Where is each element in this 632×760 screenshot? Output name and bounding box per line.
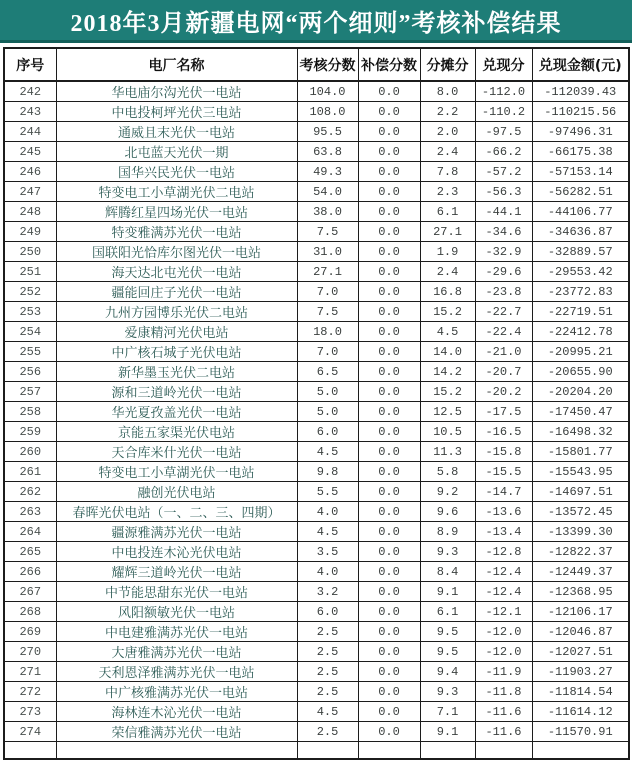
cell-assess-score: 6.5 <box>297 362 358 382</box>
cell-cash-score: -110.2 <box>475 102 532 122</box>
cell-comp-score: 0.0 <box>358 202 420 222</box>
cell-serial: 247 <box>4 182 56 202</box>
cell-cash-amount: -11614.12 <box>532 702 629 722</box>
cell-cash-amount: -12449.37 <box>532 562 629 582</box>
cell-cash-amount: -12368.95 <box>532 582 629 602</box>
page-title: 2018年3月新疆电网“两个细则”考核补偿结果 <box>70 10 562 37</box>
cell-serial: 256 <box>4 362 56 382</box>
cell-comp-score: 0.0 <box>358 562 420 582</box>
cell-serial: 258 <box>4 402 56 422</box>
cell-cash-amount: -97496.31 <box>532 122 629 142</box>
cell-cash-score: -34.6 <box>475 222 532 242</box>
cell-plant-name: 海天达北屯光伏一电站 <box>56 262 297 282</box>
cell-cash-score: -17.5 <box>475 402 532 422</box>
cell-share-score: 27.1 <box>420 222 475 242</box>
table-row <box>4 81 629 102</box>
cell-assess-score: 63.8 <box>297 142 358 162</box>
cell-cash-amount: -32889.57 <box>532 242 629 262</box>
cell-comp-score: 0.0 <box>358 402 420 422</box>
cell-share-score: 2.4 <box>420 142 475 162</box>
cell-assess-score: 9.8 <box>297 462 358 482</box>
cell-cash-amount: -12046.87 <box>532 622 629 642</box>
cell-share-score: 14.0 <box>420 342 475 362</box>
table-row <box>4 262 629 282</box>
cell-assess-score: 6.0 <box>297 602 358 622</box>
cell-serial: 245 <box>4 142 56 162</box>
cell-cash-score: -23.8 <box>475 282 532 302</box>
cell-cash-score: -14.7 <box>475 482 532 502</box>
cell-cash-score: -57.2 <box>475 162 532 182</box>
cell-assess-score: 2.5 <box>297 682 358 702</box>
cell-cash-amount: -23772.83 <box>532 282 629 302</box>
cell-cash-amount: -20655.90 <box>532 362 629 382</box>
cell-assess-score: 4.0 <box>297 562 358 582</box>
cell-assess-score: 4.5 <box>297 442 358 462</box>
cell-serial: 273 <box>4 702 56 722</box>
cell-share-score: 9.1 <box>420 582 475 602</box>
cell-comp-score: 0.0 <box>358 482 420 502</box>
cell-cash-score: -22.4 <box>475 322 532 342</box>
cell-cash-score: -66.2 <box>475 142 532 162</box>
cell-cash-score: -20.7 <box>475 362 532 382</box>
cell-serial: 244 <box>4 122 56 142</box>
cell-share-score: 15.2 <box>420 302 475 322</box>
cell-cash-amount: -112039.43 <box>532 81 629 102</box>
table-row <box>4 622 629 642</box>
cell-cash-amount: -66175.38 <box>532 142 629 162</box>
cell-comp-score: 0.0 <box>358 81 420 102</box>
cell-comp-score: 0.0 <box>358 722 420 742</box>
cell-cash-amount: -20995.21 <box>532 342 629 362</box>
cell-cash-score: -29.6 <box>475 262 532 282</box>
cell-assess-score: 2.5 <box>297 642 358 662</box>
col-header-comp-score: 补偿分数 <box>358 48 420 81</box>
cell-assess-score: 49.3 <box>297 162 358 182</box>
cell-comp-score: 0.0 <box>358 582 420 602</box>
cell-cash-score: -11.9 <box>475 662 532 682</box>
cell-comp-score: 0.0 <box>358 702 420 722</box>
cell-serial: 274 <box>4 722 56 742</box>
cell-cash-amount: -20204.20 <box>532 382 629 402</box>
table-row <box>4 282 629 302</box>
cell-assess-score: 4.5 <box>297 702 358 722</box>
cell-cash-score: -11.6 <box>475 702 532 722</box>
cell-assess-score: 108.0 <box>297 102 358 122</box>
cell-assess-score: 5.0 <box>297 402 358 422</box>
cell-cash-amount: -15801.77 <box>532 442 629 462</box>
cell-comp-score: 0.0 <box>358 642 420 662</box>
cell-cash-score: -11.8 <box>475 682 532 702</box>
cell-cash-amount: -34636.87 <box>532 222 629 242</box>
cell-comp-score: 0.0 <box>358 622 420 642</box>
cell-serial: 251 <box>4 262 56 282</box>
cell-share-score: 14.2 <box>420 362 475 382</box>
table-row <box>4 162 629 182</box>
table-row <box>4 122 629 142</box>
cell-comp-score: 0.0 <box>358 102 420 122</box>
cell-plant-name: 中电建雅满苏光伏一电站 <box>56 622 297 642</box>
table-row <box>4 442 629 462</box>
cell-cash-score: -44.1 <box>475 202 532 222</box>
cell-comp-score: 0.0 <box>358 662 420 682</box>
cell-cash-score: -15.5 <box>475 462 532 482</box>
cell-cash-amount: -57153.14 <box>532 162 629 182</box>
cell-plant-name: 中广核石城子光伏电站 <box>56 342 297 362</box>
cell-cash-score: -112.0 <box>475 81 532 102</box>
cell-share-score: 7.1 <box>420 702 475 722</box>
cell-share-score: 10.5 <box>420 422 475 442</box>
cell-plant-name: 爱康精河光伏电站 <box>56 322 297 342</box>
table-row <box>4 242 629 262</box>
cell-plant-name: 天合库米什光伏一电站 <box>56 442 297 462</box>
table-row <box>4 542 629 562</box>
cell-share-score: 9.6 <box>420 502 475 522</box>
cell-serial: 261 <box>4 462 56 482</box>
cell-share-score: 6.1 <box>420 202 475 222</box>
table-row <box>4 302 629 322</box>
cell-cash-amount: -15543.95 <box>532 462 629 482</box>
cell-empty <box>475 742 532 760</box>
cell-cash-amount: -12106.17 <box>532 602 629 622</box>
table-row <box>4 342 629 362</box>
cell-cash-amount: -11814.54 <box>532 682 629 702</box>
cell-serial: 271 <box>4 662 56 682</box>
table-row <box>4 722 629 742</box>
table-row <box>4 222 629 242</box>
cell-cash-score: -32.9 <box>475 242 532 262</box>
cell-assess-score: 7.5 <box>297 302 358 322</box>
cell-serial: 268 <box>4 602 56 622</box>
cell-assess-score: 5.5 <box>297 482 358 502</box>
cell-share-score: 7.8 <box>420 162 475 182</box>
cell-cash-score: -13.6 <box>475 502 532 522</box>
cell-comp-score: 0.0 <box>358 242 420 262</box>
cell-share-score: 9.4 <box>420 662 475 682</box>
cell-comp-score: 0.0 <box>358 602 420 622</box>
cell-plant-name: 特变雅满苏光伏一电站 <box>56 222 297 242</box>
cell-share-score: 9.1 <box>420 722 475 742</box>
cell-assess-score: 2.5 <box>297 662 358 682</box>
cell-cash-amount: -11903.27 <box>532 662 629 682</box>
table-row <box>4 362 629 382</box>
cell-empty <box>532 742 629 760</box>
cell-share-score: 9.5 <box>420 642 475 662</box>
table-row <box>4 142 629 162</box>
table-row <box>4 642 629 662</box>
cell-cash-amount: -29553.42 <box>532 262 629 282</box>
cell-assess-score: 6.0 <box>297 422 358 442</box>
table-row <box>4 422 629 442</box>
cell-share-score: 11.3 <box>420 442 475 462</box>
table-row <box>4 562 629 582</box>
cell-cash-score: -12.1 <box>475 602 532 622</box>
cell-share-score: 8.0 <box>420 81 475 102</box>
cell-serial: 254 <box>4 322 56 342</box>
cell-cash-amount: -12027.51 <box>532 642 629 662</box>
cell-share-score: 2.3 <box>420 182 475 202</box>
cell-plant-name: 海林连木沁光伏一电站 <box>56 702 297 722</box>
cell-plant-name: 通威且末光伏一电站 <box>56 122 297 142</box>
cell-assess-score: 2.5 <box>297 622 358 642</box>
col-header-cash-score: 兑现分 <box>475 48 532 81</box>
cell-serial: 263 <box>4 502 56 522</box>
assessment-table <box>3 47 630 760</box>
cell-cash-amount: -44106.77 <box>532 202 629 222</box>
cell-plant-name: 特变电工小草湖光伏二电站 <box>56 182 297 202</box>
cell-plant-name: 耀辉三道岭光伏一电站 <box>56 562 297 582</box>
cell-cash-amount: -22719.51 <box>532 302 629 322</box>
cell-empty <box>358 742 420 760</box>
table-row-partial <box>4 742 629 760</box>
cell-share-score: 8.9 <box>420 522 475 542</box>
cell-cash-score: -20.2 <box>475 382 532 402</box>
col-header-plant-name: 电厂名称 <box>56 48 297 81</box>
cell-cash-amount: -12822.37 <box>532 542 629 562</box>
table-row <box>4 662 629 682</box>
cell-comp-score: 0.0 <box>358 682 420 702</box>
cell-assess-score: 3.5 <box>297 542 358 562</box>
cell-assess-score: 7.0 <box>297 282 358 302</box>
cell-serial: 264 <box>4 522 56 542</box>
cell-share-score: 6.1 <box>420 602 475 622</box>
table-row <box>4 602 629 622</box>
cell-cash-score: -15.8 <box>475 442 532 462</box>
cell-assess-score: 2.5 <box>297 722 358 742</box>
cell-cash-score: -12.0 <box>475 642 532 662</box>
cell-empty <box>4 742 56 760</box>
cell-share-score: 2.4 <box>420 262 475 282</box>
table-row <box>4 702 629 722</box>
cell-comp-score: 0.0 <box>358 442 420 462</box>
cell-plant-name: 荣信雅满苏光伏一电站 <box>56 722 297 742</box>
table-body <box>4 81 629 759</box>
cell-plant-name: 华电庙尔沟光伏一电站 <box>56 81 297 102</box>
header-row <box>4 48 629 81</box>
cell-comp-score: 0.0 <box>358 182 420 202</box>
col-header-serial: 序号 <box>4 48 56 81</box>
cell-assess-score: 4.5 <box>297 522 358 542</box>
cell-comp-score: 0.0 <box>358 422 420 442</box>
cell-comp-score: 0.0 <box>358 262 420 282</box>
cell-plant-name: 京能五家渠光伏电站 <box>56 422 297 442</box>
cell-share-score: 9.3 <box>420 682 475 702</box>
cell-serial: 253 <box>4 302 56 322</box>
table-row <box>4 102 629 122</box>
cell-comp-score: 0.0 <box>358 382 420 402</box>
cell-share-score: 12.5 <box>420 402 475 422</box>
table-row <box>4 522 629 542</box>
table-row <box>4 682 629 702</box>
table-row <box>4 482 629 502</box>
table-row <box>4 382 629 402</box>
cell-empty <box>56 742 297 760</box>
table-row <box>4 322 629 342</box>
cell-cash-score: -11.6 <box>475 722 532 742</box>
cell-serial: 267 <box>4 582 56 602</box>
cell-serial: 250 <box>4 242 56 262</box>
cell-serial: 243 <box>4 102 56 122</box>
cell-cash-score: -56.3 <box>475 182 532 202</box>
cell-cash-score: -13.4 <box>475 522 532 542</box>
cell-serial: 252 <box>4 282 56 302</box>
cell-cash-amount: -56282.51 <box>532 182 629 202</box>
cell-cash-amount: -14697.51 <box>532 482 629 502</box>
cell-serial: 266 <box>4 562 56 582</box>
col-header-cash-amount: 兑现金额(元) <box>532 48 629 81</box>
table-row <box>4 182 629 202</box>
cell-share-score: 16.8 <box>420 282 475 302</box>
cell-share-score: 9.3 <box>420 542 475 562</box>
cell-serial: 260 <box>4 442 56 462</box>
table-row <box>4 582 629 602</box>
cell-serial: 242 <box>4 81 56 102</box>
cell-assess-score: 7.0 <box>297 342 358 362</box>
cell-assess-score: 4.0 <box>297 502 358 522</box>
cell-cash-score: -22.7 <box>475 302 532 322</box>
cell-share-score: 4.5 <box>420 322 475 342</box>
cell-share-score: 9.5 <box>420 622 475 642</box>
cell-plant-name: 中电投柯坪光伏三电站 <box>56 102 297 122</box>
cell-empty <box>420 742 475 760</box>
cell-plant-name: 北屯蓝天光伏一期 <box>56 142 297 162</box>
cell-plant-name: 辉腾红星四场光伏一电站 <box>56 202 297 222</box>
cell-cash-amount: -11570.91 <box>532 722 629 742</box>
cell-cash-amount: -110215.56 <box>532 102 629 122</box>
cell-plant-name: 疆源雅满苏光伏一电站 <box>56 522 297 542</box>
table-container <box>3 47 630 760</box>
cell-comp-score: 0.0 <box>358 122 420 142</box>
cell-plant-name: 中电投连木沁光伏电站 <box>56 542 297 562</box>
cell-comp-score: 0.0 <box>358 462 420 482</box>
table-row <box>4 202 629 222</box>
cell-cash-score: -12.0 <box>475 622 532 642</box>
cell-share-score: 8.4 <box>420 562 475 582</box>
cell-cash-score: -12.8 <box>475 542 532 562</box>
cell-cash-score: -97.5 <box>475 122 532 142</box>
cell-assess-score: 3.2 <box>297 582 358 602</box>
cell-serial: 249 <box>4 222 56 242</box>
table-header <box>4 48 629 81</box>
cell-serial: 255 <box>4 342 56 362</box>
title-bar <box>0 0 632 43</box>
cell-share-score: 1.9 <box>420 242 475 262</box>
cell-comp-score: 0.0 <box>358 362 420 382</box>
table-row <box>4 402 629 422</box>
cell-plant-name: 中广核雅满苏光伏一电站 <box>56 682 297 702</box>
cell-plant-name: 九州方园博乐光伏二电站 <box>56 302 297 322</box>
cell-comp-score: 0.0 <box>358 222 420 242</box>
cell-assess-score: 7.5 <box>297 222 358 242</box>
cell-cash-score: -16.5 <box>475 422 532 442</box>
cell-assess-score: 18.0 <box>297 322 358 342</box>
cell-serial: 272 <box>4 682 56 702</box>
cell-plant-name: 融创光伏电站 <box>56 482 297 502</box>
cell-share-score: 9.2 <box>420 482 475 502</box>
cell-cash-amount: -17450.47 <box>532 402 629 422</box>
cell-serial: 262 <box>4 482 56 502</box>
cell-comp-score: 0.0 <box>358 522 420 542</box>
cell-assess-score: 95.5 <box>297 122 358 142</box>
cell-assess-score: 5.0 <box>297 382 358 402</box>
cell-plant-name: 大唐雅满苏光伏一电站 <box>56 642 297 662</box>
cell-share-score: 2.0 <box>420 122 475 142</box>
cell-assess-score: 38.0 <box>297 202 358 222</box>
cell-comp-score: 0.0 <box>358 342 420 362</box>
cell-plant-name: 天利恩泽雅满苏光伏一电站 <box>56 662 297 682</box>
cell-comp-score: 0.0 <box>358 142 420 162</box>
col-header-assess-score: 考核分数 <box>297 48 358 81</box>
cell-plant-name: 国华兴民光伏一电站 <box>56 162 297 182</box>
table-row <box>4 502 629 522</box>
cell-serial: 269 <box>4 622 56 642</box>
cell-plant-name: 新华墨玉光伏二电站 <box>56 362 297 382</box>
cell-cash-amount: -13572.45 <box>532 502 629 522</box>
cell-plant-name: 特变电工小草湖光伏一电站 <box>56 462 297 482</box>
cell-cash-amount: -16498.32 <box>532 422 629 442</box>
cell-assess-score: 54.0 <box>297 182 358 202</box>
table-row <box>4 462 629 482</box>
cell-share-score: 15.2 <box>420 382 475 402</box>
cell-assess-score: 104.0 <box>297 81 358 102</box>
cell-cash-score: -12.4 <box>475 582 532 602</box>
cell-plant-name: 源和三道岭光伏一电站 <box>56 382 297 402</box>
cell-comp-score: 0.0 <box>358 302 420 322</box>
cell-share-score: 2.2 <box>420 102 475 122</box>
cell-serial: 265 <box>4 542 56 562</box>
cell-cash-amount: -22412.78 <box>532 322 629 342</box>
cell-cash-score: -21.0 <box>475 342 532 362</box>
cell-cash-score: -12.4 <box>475 562 532 582</box>
cell-plant-name: 中节能思甜东光伏一电站 <box>56 582 297 602</box>
cell-cash-amount: -13399.30 <box>532 522 629 542</box>
cell-comp-score: 0.0 <box>358 502 420 522</box>
cell-serial: 248 <box>4 202 56 222</box>
cell-share-score: 5.8 <box>420 462 475 482</box>
cell-empty <box>297 742 358 760</box>
cell-comp-score: 0.0 <box>358 282 420 302</box>
cell-comp-score: 0.0 <box>358 322 420 342</box>
cell-serial: 259 <box>4 422 56 442</box>
cell-comp-score: 0.0 <box>358 162 420 182</box>
cell-assess-score: 27.1 <box>297 262 358 282</box>
cell-plant-name: 风阳额敏光伏一电站 <box>56 602 297 622</box>
cell-serial: 270 <box>4 642 56 662</box>
cell-assess-score: 31.0 <box>297 242 358 262</box>
col-header-share-score: 分摊分 <box>420 48 475 81</box>
cell-plant-name: 春晖光伏电站（一、二、三、四期） <box>56 502 297 522</box>
cell-serial: 257 <box>4 382 56 402</box>
cell-plant-name: 国联阳光恰库尔图光伏一电站 <box>56 242 297 262</box>
cell-plant-name: 华光夏孜盖光伏一电站 <box>56 402 297 422</box>
cell-plant-name: 疆能回庄子光伏一电站 <box>56 282 297 302</box>
cell-serial: 246 <box>4 162 56 182</box>
cell-comp-score: 0.0 <box>358 542 420 562</box>
